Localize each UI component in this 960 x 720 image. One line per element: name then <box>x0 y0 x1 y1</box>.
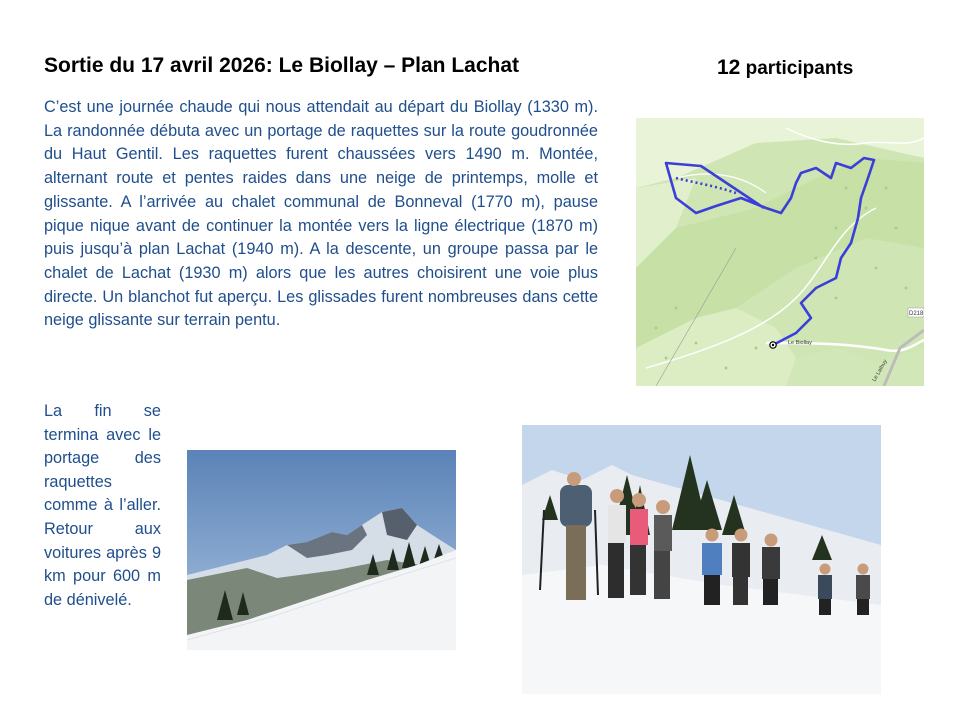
report-paragraph: C’est une journée chaude qui nous attendait au départ du Biollay (1330 m). La randonnée débuta avec un portage de raquettes sur la route goudronnée du Haut Gentil. Les raquettes furent chaussées vers 1490 m. Montée, alternant route et pentes raides dans une neige de printemps, molle et glissante. A l’arrivée au chalet communal de Bonneval (1770 m), pause pique nique avant de continuer la montée vers la ligne électrique (1870 m) puis jusqu’à plan Lachat (1940 m). A la descente, un groupe passa par le chalet de Lachat (1930 m) alors que les autres choisirent une voie plus directe. Un blanchot fut aperçu. Les glissades furent nombreuses dans cette neige glissante sur terrain pentu. <box>44 98 598 330</box>
participants-number: 12 <box>717 56 741 79</box>
group-photo <box>522 425 881 694</box>
route-map-graphic <box>636 118 924 386</box>
mountain-photo-graphic <box>187 450 456 650</box>
road-label: D218 <box>909 311 924 317</box>
group-photo-graphic <box>522 425 881 694</box>
report-continuation: La fin se termina avec le portage des raquettes comme à l’aller. Retour aux voitures après 9 km pour 600 m de dénivelé. <box>44 402 161 609</box>
place-label-2: Le Lathuy <box>871 358 889 383</box>
route-map <box>636 118 924 386</box>
participants-label: participants <box>740 58 854 79</box>
place-label: Le Biollay <box>788 340 812 346</box>
mountain-photo <box>187 450 456 650</box>
page-title: Sortie du 17 avril 2026: Le Biollay – Plan Lachat <box>44 54 520 77</box>
participants-count <box>717 56 853 80</box>
